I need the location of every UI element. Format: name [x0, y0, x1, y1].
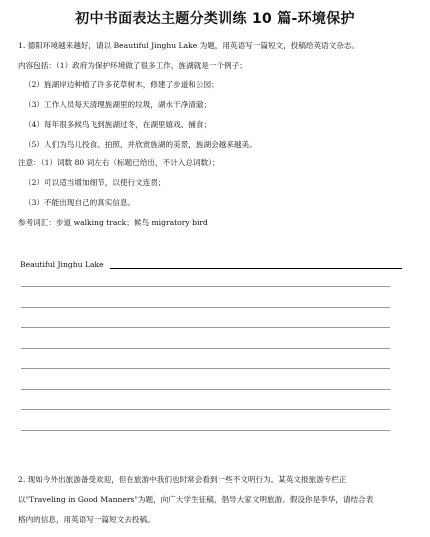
writing-line[interactable] [21, 430, 390, 431]
q1-point-2: （2）旌湖岸边种植了许多花草树木，修建了步道和公园； [24, 80, 219, 89]
writing-line[interactable] [21, 307, 390, 308]
q2-line-3: 格内的信息，用英语写一篇短文去投稿。 [18, 515, 155, 524]
writing-line[interactable] [21, 286, 390, 287]
writing-line[interactable] [21, 348, 390, 349]
writing-line[interactable] [21, 327, 390, 328]
q1-note-2: （2）可以适当增加细节，以使行文连贯； [24, 178, 166, 187]
writing-line[interactable] [21, 409, 390, 410]
writing-line[interactable] [21, 368, 390, 369]
page-title: 初中书面表达主题分类训练 10 篇-环境保护 [75, 11, 355, 27]
essay-title-label: Beautiful Jinghu Lake [20, 260, 104, 269]
essay-title-underline [110, 268, 402, 269]
q2-line-1: 2. 现如今外出旅游备受欢迎，但在旅游中我们也时常会看到一些不文明行为。某英文报旅游专栏正 [18, 475, 347, 484]
q1-note-1: 注意：（1）词数 80 词左右（标题已给出，不计入总词数）； [18, 158, 220, 167]
q1-point-3: （3）工作人员每天清理旌湖里的垃圾，湖水干净清澈； [24, 100, 212, 109]
writing-lines [21, 286, 390, 450]
q2-line-2: 以"Traveling in Good Manners"为题，向广大学生征稿，倡导大家文明旅游。假设你是李华，请结合表 [18, 495, 374, 504]
q1-content-label: 内容包括：（1）政府为保护环境做了很多工作，旌湖就是一个例子； [18, 61, 247, 70]
q1-reference: 参考词汇：步道 walking track；候鸟 migratory bird [18, 218, 208, 227]
writing-line[interactable] [21, 389, 390, 390]
q1-prompt: 1. 德阳环境越来越好，请以 Beautiful Jinghu Lake 为题，用英语写一篇短文，投稿给英语文杂志。 [18, 41, 360, 50]
q1-note-3: （3）不能出现自己的真实信息。 [24, 198, 136, 207]
q1-point-5: （5）人们为鸟儿投食、拍照，并欣赏旌湖的美景，旌湖会越来越美。 [24, 140, 257, 149]
q1-point-4: （4）每年很多候鸟飞到旌湖过冬，在湖里嬉戏、捕食； [24, 120, 212, 129]
